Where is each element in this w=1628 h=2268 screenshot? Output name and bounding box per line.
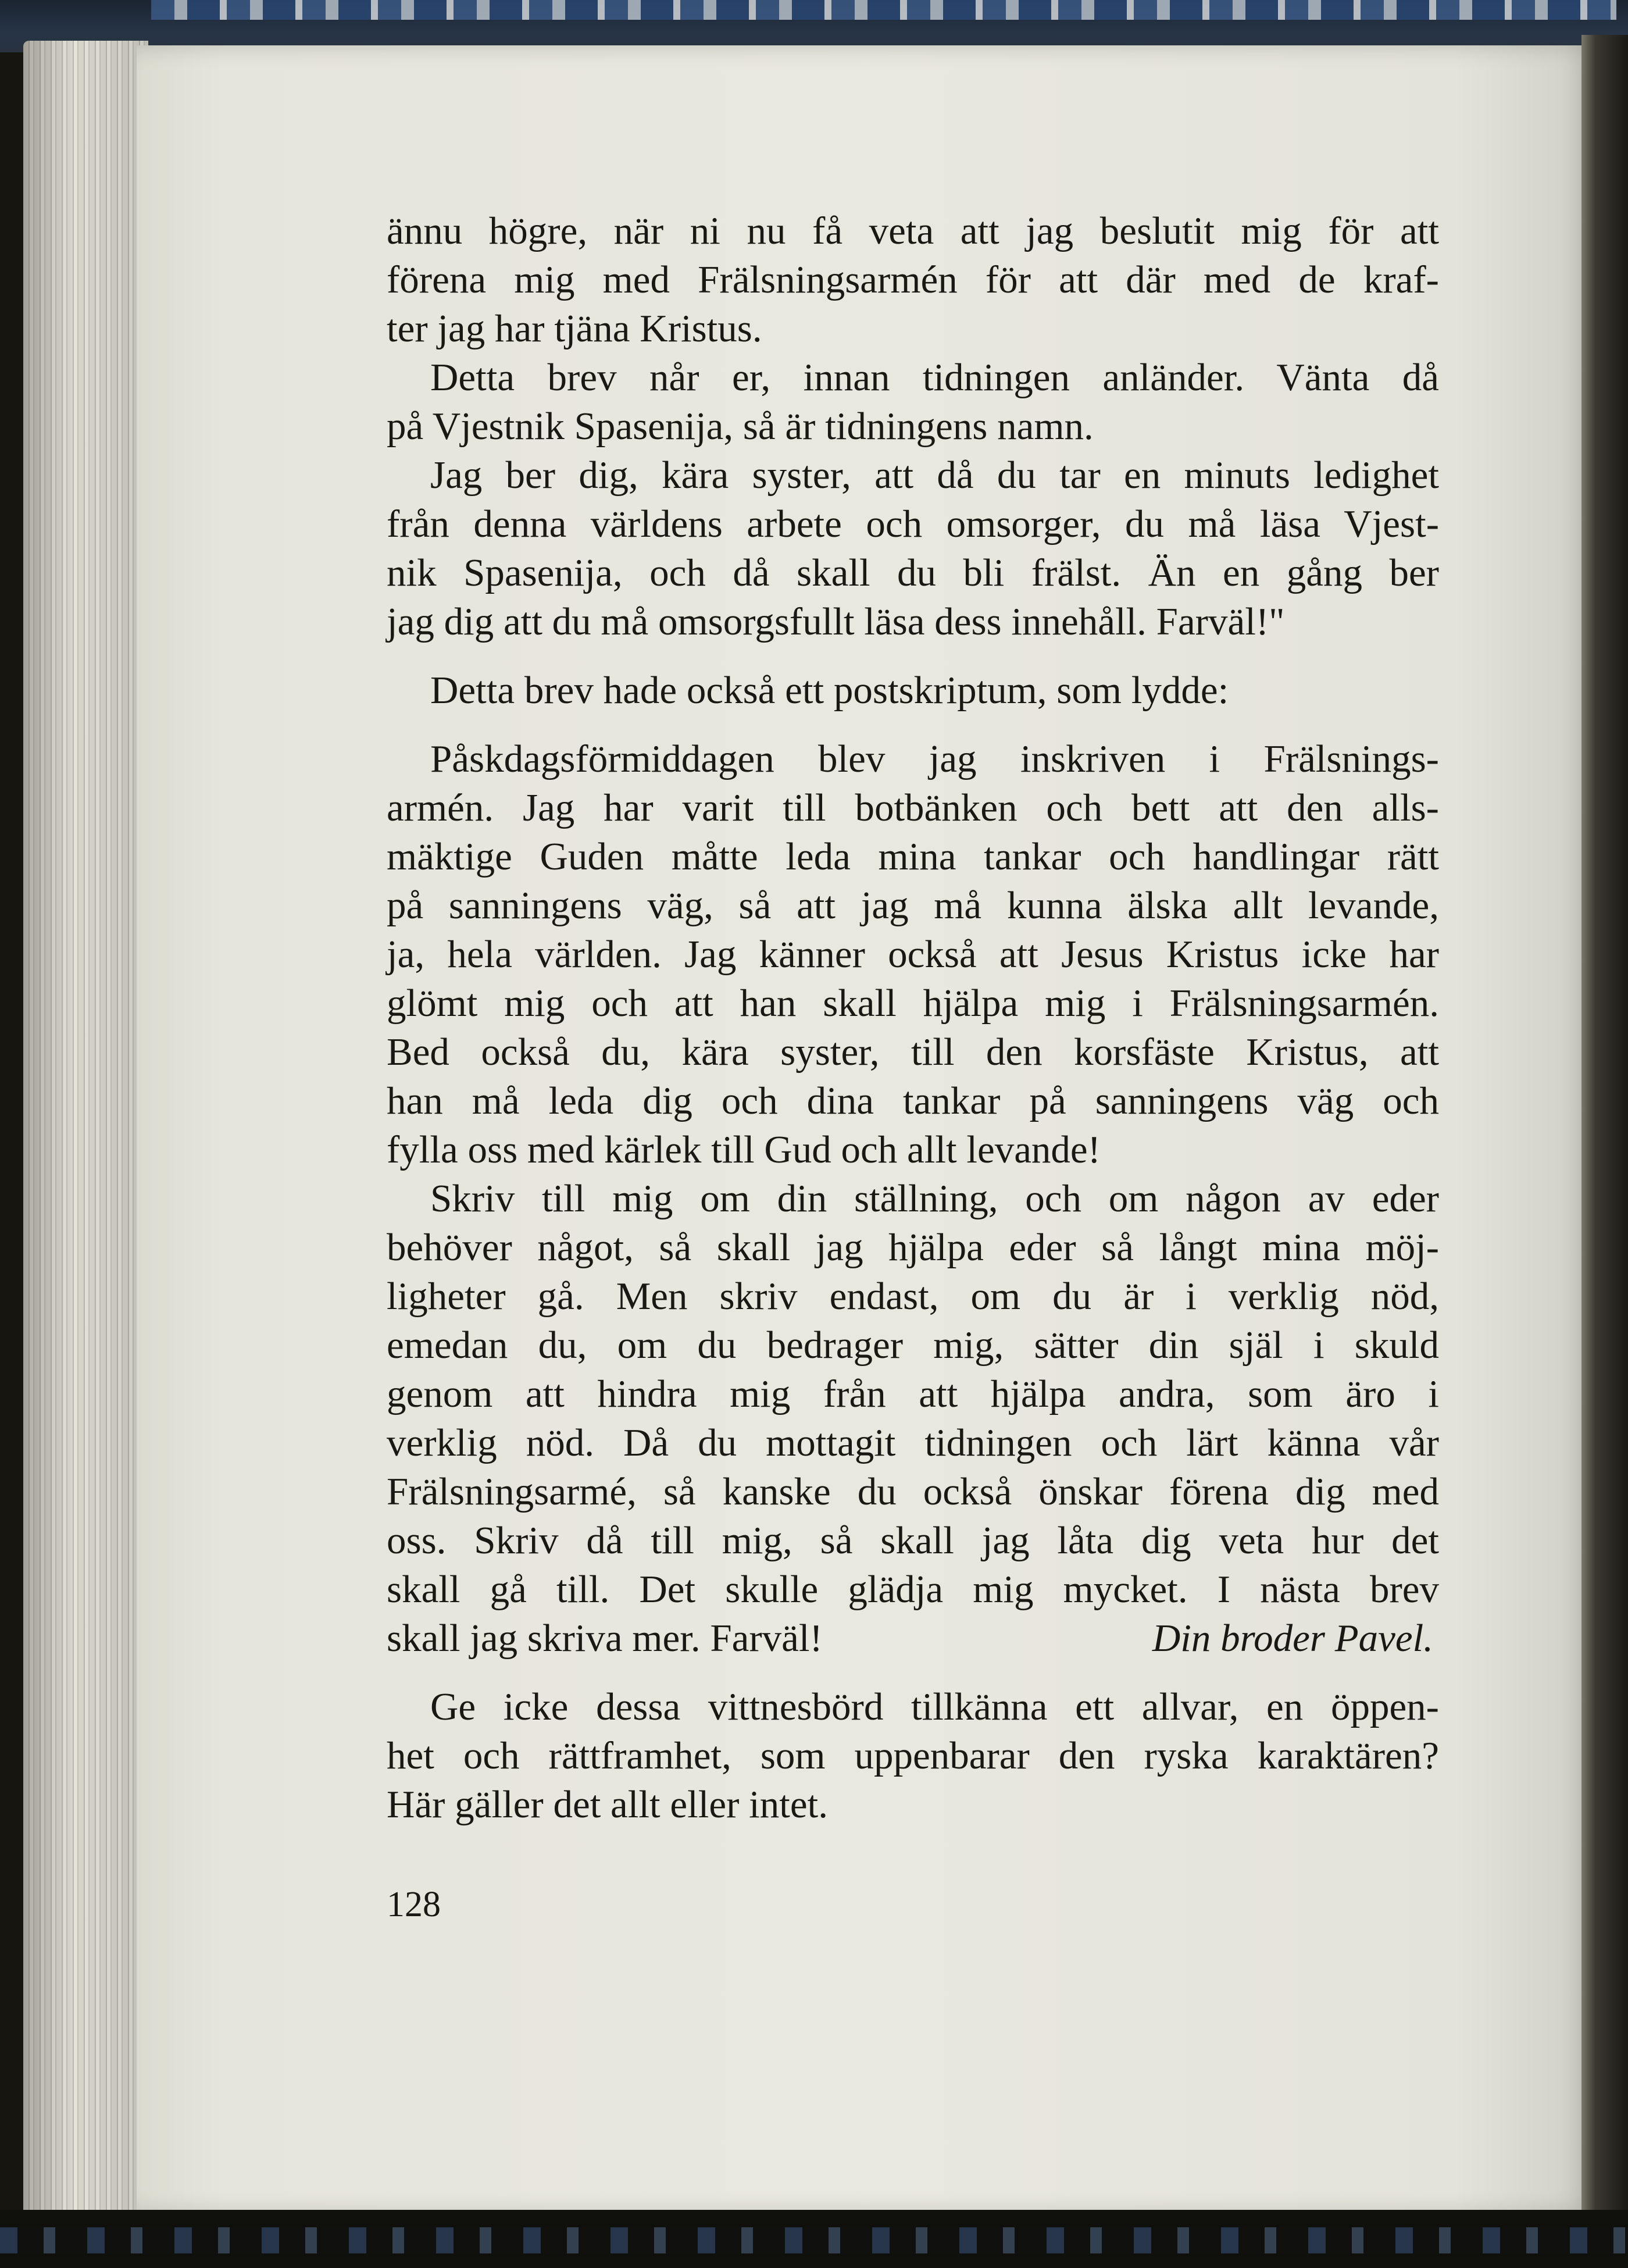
closing-line xyxy=(387,1614,1439,1663)
text-line: ja, hela världen. Jag känner också att Jesus Kristus icke har xyxy=(387,933,1439,976)
text-line: verklig nöd. Då du mottagit tidningen och lärt känna vår xyxy=(387,1421,1439,1464)
text-line: behöver något, så skall jag hjälpa eder så långt mina möj- xyxy=(387,1226,1439,1269)
text-line: ter jag har tjäna Kristus. xyxy=(387,307,762,350)
text-line: Jag ber dig, kära syster, att då du tar en minuts ledighet xyxy=(430,454,1439,497)
text-line: Detta brev hade också ett postskriptum, som lydde: xyxy=(430,669,1229,712)
page-number: 128 xyxy=(387,1885,441,1924)
cover-bottom-pattern xyxy=(0,2227,1628,2253)
page-edges-stack xyxy=(23,41,148,2221)
paragraph-4 xyxy=(387,666,1439,715)
text-line: från denna världens arbete och omsorger, du må läsa Vjest- xyxy=(387,502,1439,545)
text-line: på sanningens väg, så att jag må kunna älska allt levande, xyxy=(387,884,1439,927)
paragraph-1 xyxy=(387,206,1439,353)
page-gutter-shadow xyxy=(1581,35,1628,2221)
text-line: Ge icke dessa vittnesbörd tillkänna ett allvar, en öppen- xyxy=(430,1685,1439,1728)
text-line: på Vjestnik Spasenija, så är tidningens namn. xyxy=(387,405,1094,448)
text-line: jag dig att du må omsorgsfullt läsa dess innehåll. Farväl!" xyxy=(387,600,1285,643)
text-line: Frälsningsarmé, så kanske du också önskar förena dig med xyxy=(387,1470,1439,1513)
text-line: fylla oss med kärlek till Gud och allt levande! xyxy=(387,1128,1101,1171)
text-line: mäktige Guden måtte leda mina tankar och handlingar rätt xyxy=(387,835,1439,878)
text-line: förena mig med Frälsningsarmén för att där med de kraf- xyxy=(387,258,1439,301)
text-line: het och rättframhet, som uppenbarar den ryska karaktären? xyxy=(387,1734,1439,1777)
paragraph-7 xyxy=(387,1682,1439,1829)
text-line: oss. Skriv då till mig, så skall jag låta dig veta hur det xyxy=(387,1519,1439,1562)
paragraph-6 xyxy=(387,1174,1439,1663)
text-line: Detta brev når er, innan tidningen anländer. Vänta då xyxy=(430,356,1439,399)
text-line: ännu högre, när ni nu få veta att jag beslutit mig för att xyxy=(387,209,1439,252)
text-line: glömt mig och att han skall hjälpa mig i Frälsningsarmén. xyxy=(387,982,1439,1025)
closing-text: skall jag skriva mer. Farväl! xyxy=(387,1617,823,1660)
text-line: armén. Jag har varit till botbänken och bett att den alls- xyxy=(387,786,1439,829)
page-text xyxy=(387,206,1439,1829)
cover-cloth-pattern xyxy=(151,0,1616,20)
text-line: genom att hindra mig från att hjälpa andra, som äro i xyxy=(387,1372,1439,1415)
text-line: Påskdagsförmiddagen blev jag inskriven i Frälsnings- xyxy=(430,737,1439,780)
text-line: Skriv till mig om din ställning, och om någon av eder xyxy=(430,1177,1439,1220)
text-line: nik Spasenija, och då skall du bli frälst. Än en gång ber xyxy=(387,551,1439,594)
text-line: skall gå till. Det skulle glädja mig mycket. I nästa brev xyxy=(387,1568,1439,1611)
text-line: emedan du, om du bedrager mig, sätter din själ i skuld xyxy=(387,1324,1439,1367)
text-line: Här gäller det allt eller intet. xyxy=(387,1783,828,1826)
paragraph-3 xyxy=(387,451,1439,646)
text-line: han må leda dig och dina tankar på sanningens väg och xyxy=(387,1079,1439,1122)
paragraph-5 xyxy=(387,734,1439,1174)
text-line: Bed också du, kära syster, till den korsfäste Kristus, att xyxy=(387,1030,1439,1074)
signature: Din broder Pavel. xyxy=(1152,1617,1433,1660)
text-line: ligheter gå. Men skriv endast, om du är i verklig nöd, xyxy=(387,1275,1439,1318)
paragraph-2 xyxy=(387,353,1439,451)
